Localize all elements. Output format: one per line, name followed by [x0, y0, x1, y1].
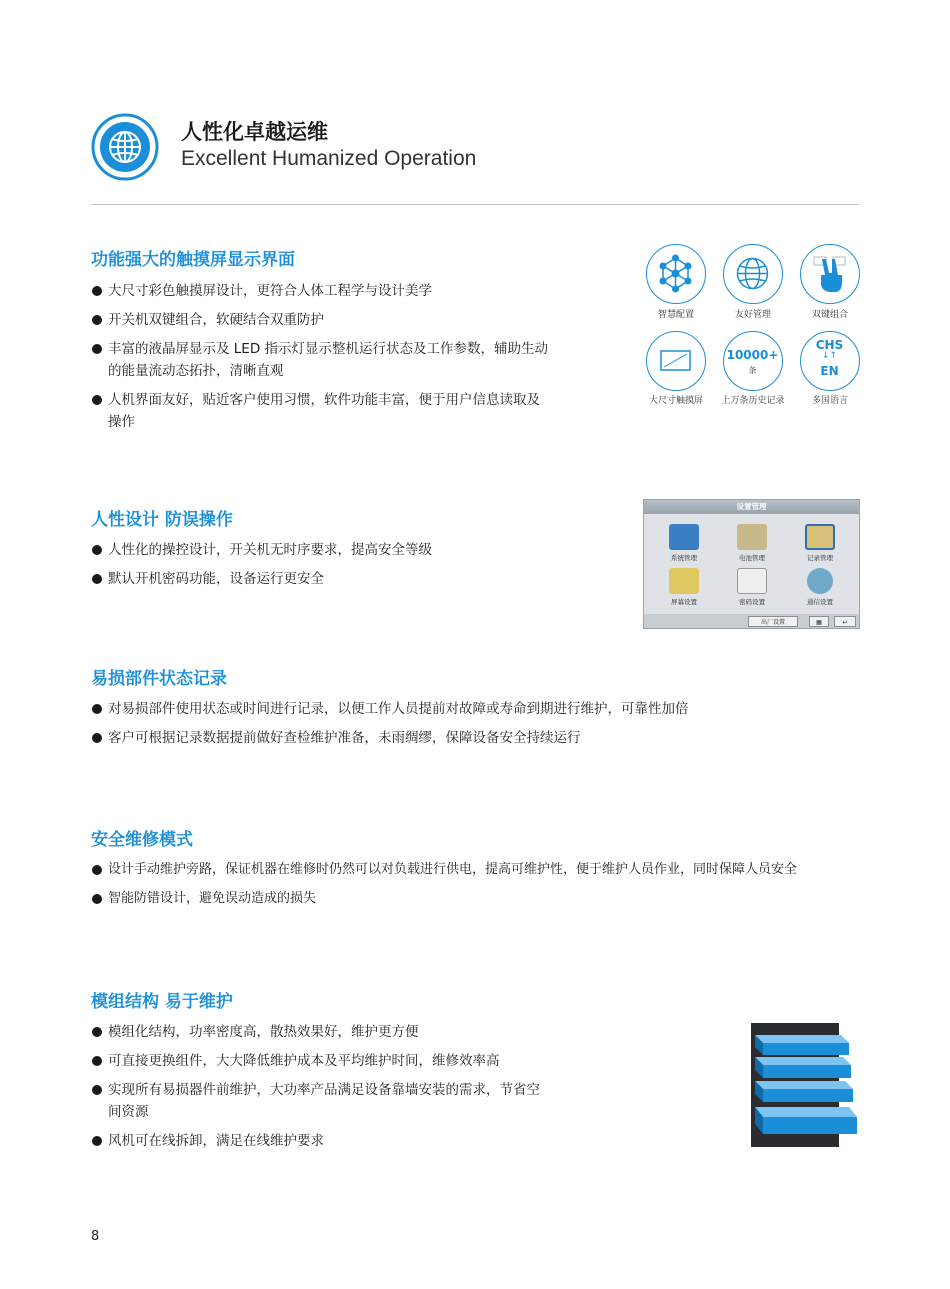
record-icon — [805, 524, 835, 550]
list-item: 可直接更换组件，大大降低维护成本及平均维护时间，维修效率高 — [91, 1050, 551, 1072]
section-title-touchscreen: 功能强大的触摸屏显示界面 — [91, 250, 295, 270]
item-label: 系统管理 — [671, 554, 697, 562]
back-icon: ↩ — [834, 616, 856, 627]
bullet-list-module-structure — [91, 1021, 551, 1159]
system-icon — [669, 524, 699, 550]
monitor-icon — [669, 568, 699, 594]
grid-icon: ▦ — [809, 616, 829, 627]
list-item: 默认开机密码功能，设备运行更安全 — [91, 568, 591, 590]
history-record-icon — [723, 331, 783, 391]
list-item: 人性化的操控设计，开关机无时序要求，提高安全等级 — [91, 539, 591, 561]
bullet-list-status-record — [91, 698, 811, 756]
header-divider — [91, 204, 859, 205]
feature-label: 上万条历史记录 — [721, 396, 785, 406]
language-en: EN — [820, 364, 839, 378]
item-label: 屏幕设置 — [671, 598, 697, 606]
list-item: 模组化结构，功率密度高，散热效果好，维护更方便 — [91, 1021, 551, 1043]
battery-management-item — [722, 524, 782, 562]
screen-footer — [644, 614, 859, 628]
list-item: 智能防错设计，避免误动造成的损失 — [91, 888, 881, 910]
password-icon — [737, 568, 767, 594]
feature-label: 智慧配置 — [657, 310, 694, 320]
record-count: 10000+ — [726, 348, 779, 362]
section-title-anti-misoperation: 人性设计 防误操作 — [91, 510, 233, 530]
communication-icon — [807, 568, 833, 594]
record-management-item — [790, 524, 850, 562]
list-item: 对易损部件使用状态或时间进行记录，以便工作人员提前对故障或寿命到期进行维护，可靠性加倍 — [91, 698, 811, 720]
feature-label: 双键组合 — [811, 310, 848, 320]
screen-settings-item — [654, 568, 714, 606]
password-settings-item — [722, 568, 782, 606]
item-label: 通信设置 — [807, 598, 833, 606]
language-chs: CHS — [815, 338, 844, 352]
item-label: 电池管理 — [739, 554, 765, 562]
touch-screen-icon — [646, 331, 706, 391]
list-item: 客户可根据记录数据提前做好查检维护准备，未雨绸缪，保障设备安全持续运行 — [91, 727, 811, 749]
page-subtitle: Excellent Humanized Operation — [181, 147, 477, 170]
settings-screen-image — [643, 499, 860, 629]
language-switch-icon — [800, 331, 860, 391]
system-management-item — [654, 524, 714, 562]
globe-icon — [91, 113, 159, 181]
list-item: 风机可在线拆卸，满足在线维护要求 — [91, 1130, 551, 1152]
factory-settings-button: 出厂设置 — [748, 616, 798, 627]
screen-title: 设置管理 — [644, 500, 859, 514]
network-nodes-icon — [646, 244, 706, 304]
feature-label: 大尺寸触摸屏 — [648, 396, 703, 406]
list-item: 开关机双键组合，软硬结合双重防护 — [91, 309, 551, 331]
battery-icon — [737, 524, 767, 550]
feature-label: 多国语言 — [811, 396, 848, 406]
page-number: 8 — [91, 1229, 100, 1244]
item-label: 密码设置 — [739, 598, 765, 606]
record-unit: 条 — [748, 366, 757, 375]
list-item: 丰富的液晶屏显示及 LED 指示灯显示整机运行状态及工作参数，辅助生动的能量流动态拓扑，清晰直观 — [91, 338, 551, 382]
globe-icon — [723, 244, 783, 304]
page-title: 人性化卓越运维 — [181, 120, 328, 144]
two-finger-hand-icon — [800, 244, 860, 304]
module-drawer-image — [749, 1021, 861, 1151]
section-title-module-structure: 模组结构 易于维护 — [91, 992, 233, 1012]
bullet-list-safe-maintenance — [91, 859, 881, 917]
list-item: 设计手动维护旁路，保证机器在维修时仍然可以对负载进行供电，提高可维护性，便于维护人员作业，同时保障人员安全 — [91, 859, 881, 881]
list-item: 实现所有易损器件前维护，大功率产品满足设备靠墙安装的需求，节省空间资源 — [91, 1079, 551, 1123]
swap-arrows-icon: ↓↑ — [821, 351, 838, 361]
list-item: 大尺寸彩色触摸屏设计，更符合人体工程学与设计美学 — [91, 280, 551, 302]
section-title-safe-maintenance: 安全维修模式 — [91, 830, 193, 850]
item-label: 记录管理 — [807, 554, 833, 562]
section-title-status-record: 易损部件状态记录 — [91, 669, 227, 689]
bullet-list-touchscreen — [91, 280, 551, 440]
communication-settings-item — [790, 568, 850, 606]
feature-label: 友好管理 — [734, 310, 771, 320]
list-item: 人机界面友好，贴近客户使用习惯，软件功能丰富，便于用户信息读取及操作 — [91, 389, 551, 433]
bullet-list-anti-misoperation — [91, 539, 591, 597]
